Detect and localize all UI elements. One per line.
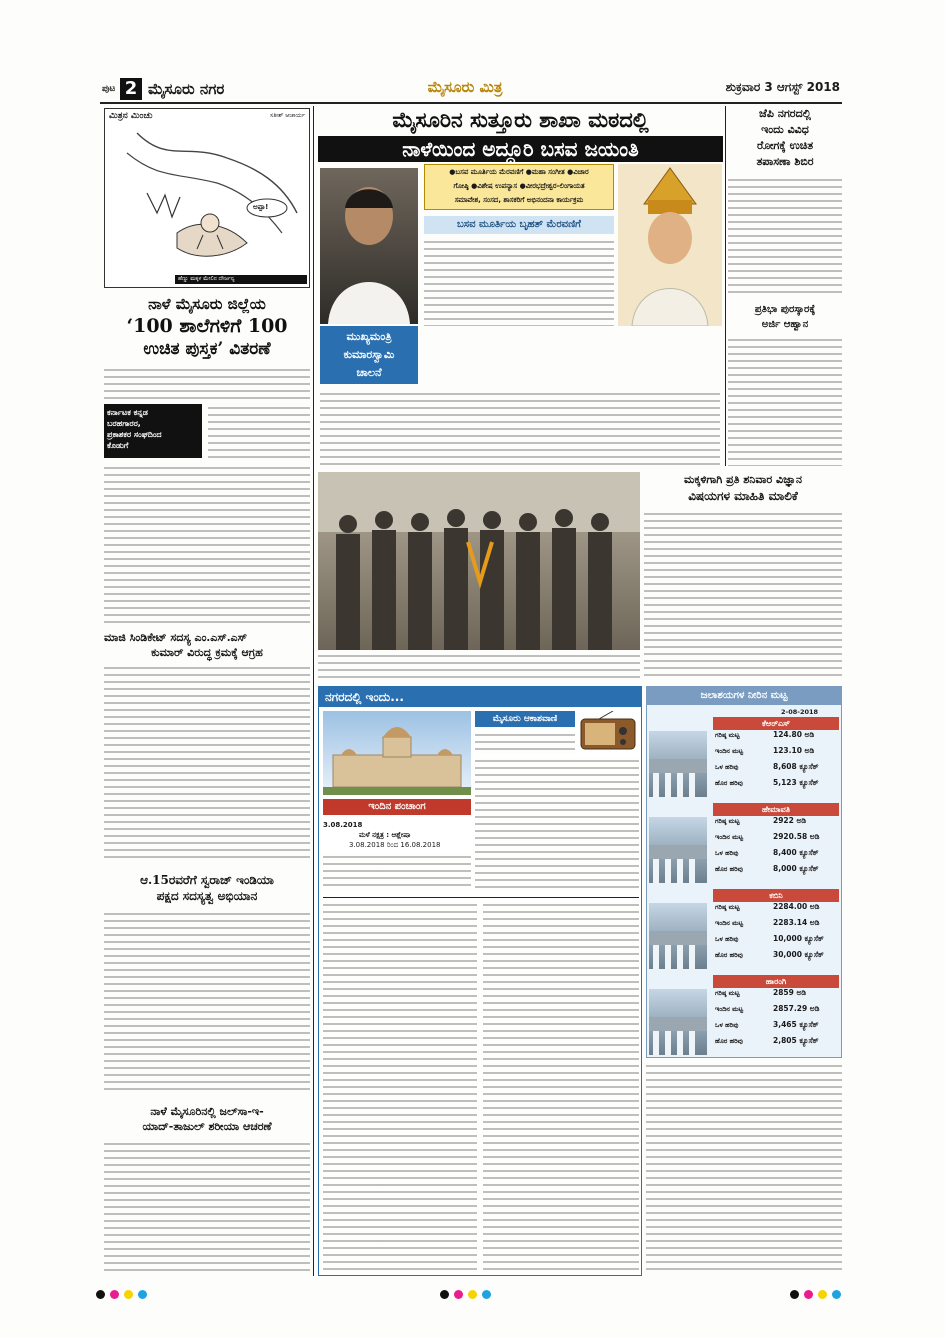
reservoir-stat-value: 2922 ಅಡಿ — [773, 816, 807, 825]
reservoir-stat-value: 30,000 ಕ್ಯೂಸೆಕ್ — [773, 950, 824, 959]
radio-box — [475, 711, 639, 891]
camp-story — [728, 106, 842, 296]
reservoir-stat-value: 8,400 ಕ್ಯೂಸೆಕ್ — [773, 848, 819, 857]
science-headline-1: ಮಕ್ಕಳಿಗಾಗಿ ಪ್ರತಿ ಶನಿವಾರ ವಿಜ್ಞಾನ — [683, 473, 803, 486]
reservoir-name: ಹಾರಂಗಿ — [713, 975, 839, 988]
cartoon-artist: ಸತೀಶ್ ಆಚಾರ್ಯ — [270, 112, 305, 119]
reservoir-box — [646, 686, 842, 1058]
cartoon-box — [104, 108, 310, 288]
reservoir-stat-value: 2859 ಅಡಿ — [773, 988, 807, 997]
panchanga-date: 3.08.2018 — [323, 821, 363, 829]
lead-bullets — [424, 164, 614, 210]
reservoir-stat-label: ಒಳ ಹರಿವು — [715, 763, 739, 771]
reservoir-stat-label: ಇಂದಿನ ಮಟ್ಟ — [715, 919, 744, 927]
mark-dot — [804, 1290, 813, 1299]
radio-schedule — [475, 731, 575, 755]
mark-dot — [440, 1290, 449, 1299]
reservoir-stat-label: ಇಂದಿನ ಮಟ್ಟ — [715, 833, 744, 841]
bullet-line-2: ಗೋಷ್ಠಿ ●ವಿಶೇಷ ಉಪನ್ಯಾಸ ●ವೀರಭದ್ರೇಶ್ವರ-ಲಿಂಗಾಯತ — [453, 182, 585, 190]
callout-line-3: ಪ್ರಕಾಶಕರ ಸಂಘದಿಂದ — [107, 430, 162, 439]
right-bottom-body — [646, 1062, 842, 1274]
cm-portrait — [320, 168, 418, 324]
schools-body-side — [208, 404, 310, 458]
dam-photo — [649, 817, 707, 883]
events-col-1 — [323, 901, 477, 1271]
camp-headline-4: ತಪಾಸಣಾ ಶಿಬಿರ — [756, 155, 814, 168]
page-header — [100, 76, 842, 102]
jalsa-headline-1: ನಾಳೆ ಮೈಸೂರಿನಲ್ಲಿ ಜಲ್‌ಸಾ-ಇ- — [150, 1105, 264, 1118]
award-headline-2: ಅರ್ಜಿ ಆಹ್ವಾನ — [761, 319, 809, 330]
reservoir-stat-label: ಗರಿಷ್ಠ ಮಟ್ಟ — [715, 731, 740, 739]
lead-story — [318, 106, 723, 466]
reservoir-stat-value: 2284.00 ಅಡಿ — [773, 902, 820, 911]
speech-bubble: ಅಪ್ಪಾ! — [253, 203, 269, 211]
swaraj-headline-1: ಆ.15ರವರೆಗೆ ಸ್ವರಾಜ್ ಇಂಡಿಯಾ — [140, 873, 274, 887]
dam-photo — [649, 989, 707, 1055]
bullet-line-3: ಸಮಾವೇಶ, ಸಂಸದ, ಶಾಸಕರಿಗೆ ಅಭಿನಂದನಾ ಕಾರ್ಯಕ್ರಮ — [454, 196, 584, 204]
reservoir-stat-label: ಇಂದಿನ ಮಟ್ಟ — [715, 1005, 744, 1013]
event-photo — [318, 472, 640, 650]
page-label: ಪುಟ — [102, 84, 116, 94]
reservoir-stat-value: 8,000 ಕ್ಯೂಸೆಕ್ — [773, 864, 819, 873]
reservoir-stat-label: ಗರಿಷ್ಠ ಮಟ್ಟ — [715, 989, 740, 997]
reservoir-stat-value: 5,123 ಕ್ಯೂಸೆಕ್ — [773, 778, 819, 787]
reservoir-stat-label: ಹೊರ ಹರಿವು — [715, 951, 743, 959]
palace-drawing — [323, 711, 471, 795]
header-divider — [100, 102, 842, 104]
schools-story — [104, 294, 310, 624]
reservoir-stat-label: ಹೊರ ಹರಿವು — [715, 865, 743, 873]
panchanga-title: ಇಂದಿನ ಪಂಚಾಂಗ — [323, 799, 471, 815]
science-body — [644, 510, 842, 678]
reservoir-stat-label: ಒಳ ಹರಿವು — [715, 849, 739, 857]
science-story — [644, 472, 842, 680]
city-today-box — [318, 686, 642, 1276]
syndicate-headline-1: ಮಾಜಿ ಸಿಂಡಿಕೇಟ್ ಸದಸ್ಯ ಎಂ.ಎಸ್.ಎಸ್ — [104, 631, 248, 644]
reservoir-stat-label: ಹೊರ ಹರಿವು — [715, 779, 743, 787]
syndicate-headline-2: ಕುಮಾರ್ ವಿರುದ್ಧ ಕ್ರಮಕ್ಕೆ ಆಗ್ರಹ — [151, 646, 263, 659]
schools-callout — [104, 404, 202, 458]
mark-dot — [790, 1290, 799, 1299]
jalsa-story — [104, 1104, 310, 1274]
events-col-2 — [483, 901, 639, 1271]
reservoir-stat-value: 8,608 ಕ್ಯೂಸೆಕ್ — [773, 762, 819, 771]
science-headline-2: ವಿಷಯಗಳ ಮಾಹಿತಿ ಮಾಲಿಕೆ — [688, 489, 798, 503]
lead-headline-1: ಮೈಸೂರಿನ ಸುತ್ತೂರು ಶಾಖಾ ಮಠದಲ್ಲಿ — [392, 107, 649, 132]
radio-title: ಮೈಸೂರು ಆಕಾಶವಾಣಿ — [475, 711, 575, 727]
swaraj-story — [104, 872, 310, 1094]
cm-caption-2: ಕುಮಾರಸ್ವಾಮಿ — [343, 348, 395, 361]
page-number-badge: 2 — [120, 78, 142, 100]
mark-dot — [124, 1290, 133, 1299]
masthead: ಮೈಸೂರು ಮಿತ್ರ — [427, 78, 503, 96]
reservoir-stat-value: 124.80 ಅಡಿ — [773, 730, 815, 739]
mark-dot — [832, 1290, 841, 1299]
jalsa-headline-2: ಯಾದ್-ತಾಜುಲ್ ಶರೀಯಾ ಆಚರಣೆ — [142, 1120, 272, 1133]
event-group — [318, 472, 640, 650]
mark-dot — [96, 1290, 105, 1299]
mark-dot — [138, 1290, 147, 1299]
reservoir-row — [649, 803, 839, 885]
dam-photo — [649, 903, 707, 969]
award-headline-1: ಪ್ರತಿಭಾ ಪುರಸ್ಕಾರಕ್ಕೆ — [754, 304, 816, 315]
cartoon-drawing — [107, 123, 307, 273]
award-story — [728, 302, 842, 466]
lead-body-2 — [320, 390, 720, 466]
reservoir-name: ಹೇಮಾವತಿ — [713, 803, 839, 816]
schools-headline-1: ನಾಳೆ ಮೈಸೂರು ಜಿಲ್ಲೆಯ — [148, 295, 266, 313]
basavanna-portrait — [618, 164, 722, 326]
photo-caption — [318, 652, 640, 680]
cm-caption — [320, 326, 418, 384]
callout-line-2: ಬರಹಗಾರರ, — [107, 419, 141, 428]
camp-headline-2: ಇಂದು ವಿವಿಧ — [761, 123, 809, 136]
jalsa-body — [104, 1140, 310, 1274]
reservoir-name: ಕಬಿನಿ — [713, 889, 839, 902]
reservoir-stat-value: 2920.58 ಅಡಿ — [773, 832, 820, 841]
mark-dot — [468, 1290, 477, 1299]
reservoir-stat-value: 123.10 ಅಡಿ — [773, 746, 815, 755]
cm-photo — [320, 168, 418, 324]
schools-body-bottom — [104, 464, 310, 624]
mark-dot — [818, 1290, 827, 1299]
registration-marks-left — [96, 1290, 166, 1300]
reservoir-row — [649, 975, 839, 1057]
syndicate-story — [104, 630, 310, 862]
reservoir-stat-label: ಒಳ ಹರಿವು — [715, 935, 739, 943]
reservoir-stat-label: ಗರಿಷ್ಠ ಮಟ್ಟ — [715, 903, 740, 911]
mark-dot — [110, 1290, 119, 1299]
mark-dot — [482, 1290, 491, 1299]
lead-subhead: ಬಸವ ಮೂರ್ತಿಯ ಬೃಹತ್ ಮೆರವಣಿಗೆ — [424, 216, 614, 234]
registration-marks-right — [790, 1290, 860, 1300]
cm-caption-1: ಮುಖ್ಯಮಂತ್ರಿ — [346, 330, 392, 343]
reservoir-name: ಕೆಆರ್‌ಎಸ್ — [713, 717, 839, 730]
schools-headline-2: ‘100 ಶಾಲೆಗಳಿಗೆ 100 — [126, 315, 288, 337]
reservoir-stat-value: 2,805 ಕ್ಯೂಸೆಕ್ — [773, 1036, 819, 1045]
reservoir-stat-label: ಒಳ ಹರಿವು — [715, 1021, 739, 1029]
camp-body — [728, 176, 842, 296]
reservoir-stat-value: 2283.14 ಅಡಿ — [773, 918, 820, 927]
panchanga-body — [323, 853, 471, 891]
city-today-banner: ನಗರದಲ್ಲಿ ಇಂದು... — [319, 687, 641, 707]
reservoir-row — [649, 717, 839, 799]
radio-schedule-2 — [475, 757, 639, 891]
cm-caption-3: ಚಾಲನೆ — [356, 366, 382, 379]
schools-headline-3: ಉಚಿತ ಪುಸ್ತಕ’ ವಿತರಣೆ — [143, 339, 271, 359]
reservoir-row — [649, 889, 839, 971]
basavanna-drawing — [618, 164, 722, 326]
reservoir-stat-value: 2857.29 ಅಡಿ — [773, 1004, 820, 1013]
swaraj-headline-2: ಪಕ್ಷದ ಸದಸ್ಯತ್ವ ಅಭಿಯಾನ — [156, 889, 258, 903]
lead-headline-2: ನಾಳೆಯಿಂದ ಅದ್ದೂರಿ ಬಸವ ಜಯಂತಿ — [318, 136, 723, 162]
reservoir-stat-label: ಇಂದಿನ ಮಟ್ಟ — [715, 747, 744, 755]
award-body — [728, 336, 842, 466]
camp-headline-3: ರೋಗಕ್ಕೆ ಉಚಿತ — [756, 139, 814, 152]
section-title: ಮೈಸೂರು ನಗರ — [148, 80, 225, 98]
syndicate-body — [104, 664, 310, 860]
camp-headline-1: ಜೆಪಿ ನಗರದಲ್ಲಿ — [758, 107, 812, 120]
reservoir-stat-label: ಗರಿಷ್ಠ ಮಟ್ಟ — [715, 817, 740, 825]
dam-photo — [649, 731, 707, 797]
cartoon-title: ಮಿತ್ರನ ಮಿಂಚು — [109, 111, 153, 121]
right-column-divider — [725, 106, 726, 466]
reservoir-stat-value: 10,000 ಕ್ಯೂಸೆಕ್ — [773, 934, 824, 943]
palace-photo — [323, 711, 471, 795]
reservoir-title: ಜಲಾಶಯಗಳ ನೀರಿನ ಮಟ್ಟ — [647, 687, 841, 705]
left-column-divider — [313, 106, 314, 1276]
reservoir-stat-label: ಹೊರ ಹರಿವು — [715, 1037, 743, 1045]
cartoon-caption: ಹೆಣ್ಣು ಮಕ್ಕಳ ಮೇಲಿನ ದೌರ್ಜನ್ಯ — [175, 275, 307, 284]
radio-icon — [579, 711, 637, 751]
panchanga-range: 3.08.2018 ರಿಂದ 16.08.2018 — [349, 841, 441, 849]
lead-body-1 — [424, 238, 614, 326]
panchanga-sub: ಮಳೆ ನಕ್ಷತ್ರ : ಆಶ್ಲೇಷಾ — [359, 831, 411, 839]
bullet-line-1: ●ಬಸವ ಮೂರ್ತಿಯ ಮೆರವಣಿಗೆ ●ಮಹಾ ಸಂಗೀತ ●ವಿಚಾರ — [449, 168, 589, 176]
schools-body-top — [104, 366, 310, 400]
reservoir-date: 2-08-2018 — [781, 708, 819, 716]
registration-marks-center — [440, 1290, 510, 1300]
reservoir-stat-value: 3,465 ಕ್ಯೂಸೆಕ್ — [773, 1020, 819, 1029]
swaraj-body — [104, 910, 310, 1094]
callout-line-1: ಕರ್ನಾಟಕ ಕನ್ನಡ — [107, 408, 148, 417]
callout-line-4: ಕೊಡುಗೆ — [107, 441, 129, 450]
mark-dot — [454, 1290, 463, 1299]
issue-date: ಶುಕ್ರವಾರ 3 ಆಗಸ್ಟ್ 2018 — [725, 80, 840, 94]
today-divider — [323, 897, 639, 898]
